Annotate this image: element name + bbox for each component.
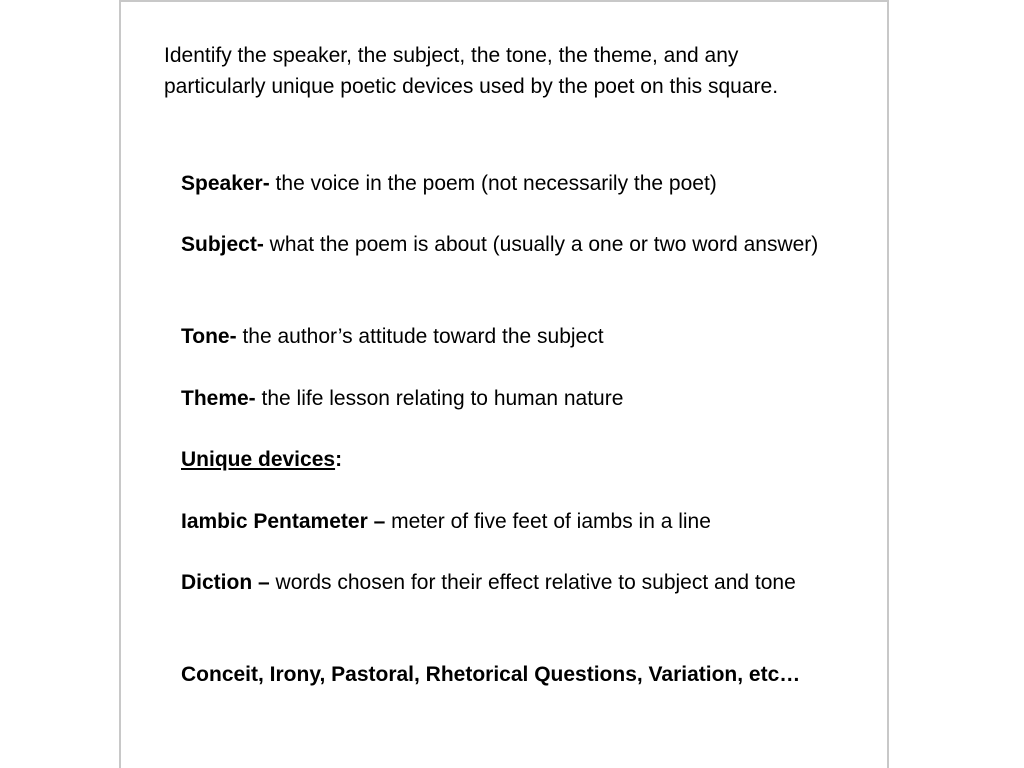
device-other-list: [181, 659, 841, 690]
device-iambic-text: meter of five feet of iambs in a line: [385, 510, 711, 533]
device-diction-text: words chosen for their effect relative to subject and tone: [269, 571, 796, 594]
device-iambic-pentameter: [181, 506, 841, 537]
term-subject: Subject-: [181, 233, 264, 256]
term-speaker: Speaker-: [181, 172, 270, 195]
device-diction: [181, 567, 841, 598]
definition-speaker-text: the voice in the poem (not necessarily the poet): [269, 172, 717, 195]
unique-devices-heading: [181, 444, 841, 475]
definition-speaker: [181, 168, 841, 199]
term-tone: Tone-: [181, 325, 237, 348]
term-diction: Diction –: [181, 571, 270, 594]
term-iambic-pentameter: Iambic Pentameter –: [181, 510, 386, 533]
definition-tone-text: the author’s attitude toward the subject: [236, 325, 604, 348]
definition-theme: [181, 383, 841, 414]
definition-subject: [181, 229, 841, 260]
intro-text: Identify the speaker, the subject, the tone, the theme, and any particularly unique poetic devices used by the poet on this square.: [164, 44, 779, 98]
unique-devices-colon: :: [335, 448, 343, 471]
definition-tone: [181, 321, 841, 352]
definition-subject-text: what the poem is about (usually a one or two word answer): [263, 233, 819, 256]
unique-devices-label: Unique devices: [181, 448, 336, 471]
term-theme: Theme-: [181, 387, 256, 410]
definition-theme-text: the life lesson relating to human nature: [255, 387, 624, 410]
other-devices-text: Conceit, Irony, Pastoral, Rhetorical Questions, Variation, etc…: [181, 663, 801, 686]
